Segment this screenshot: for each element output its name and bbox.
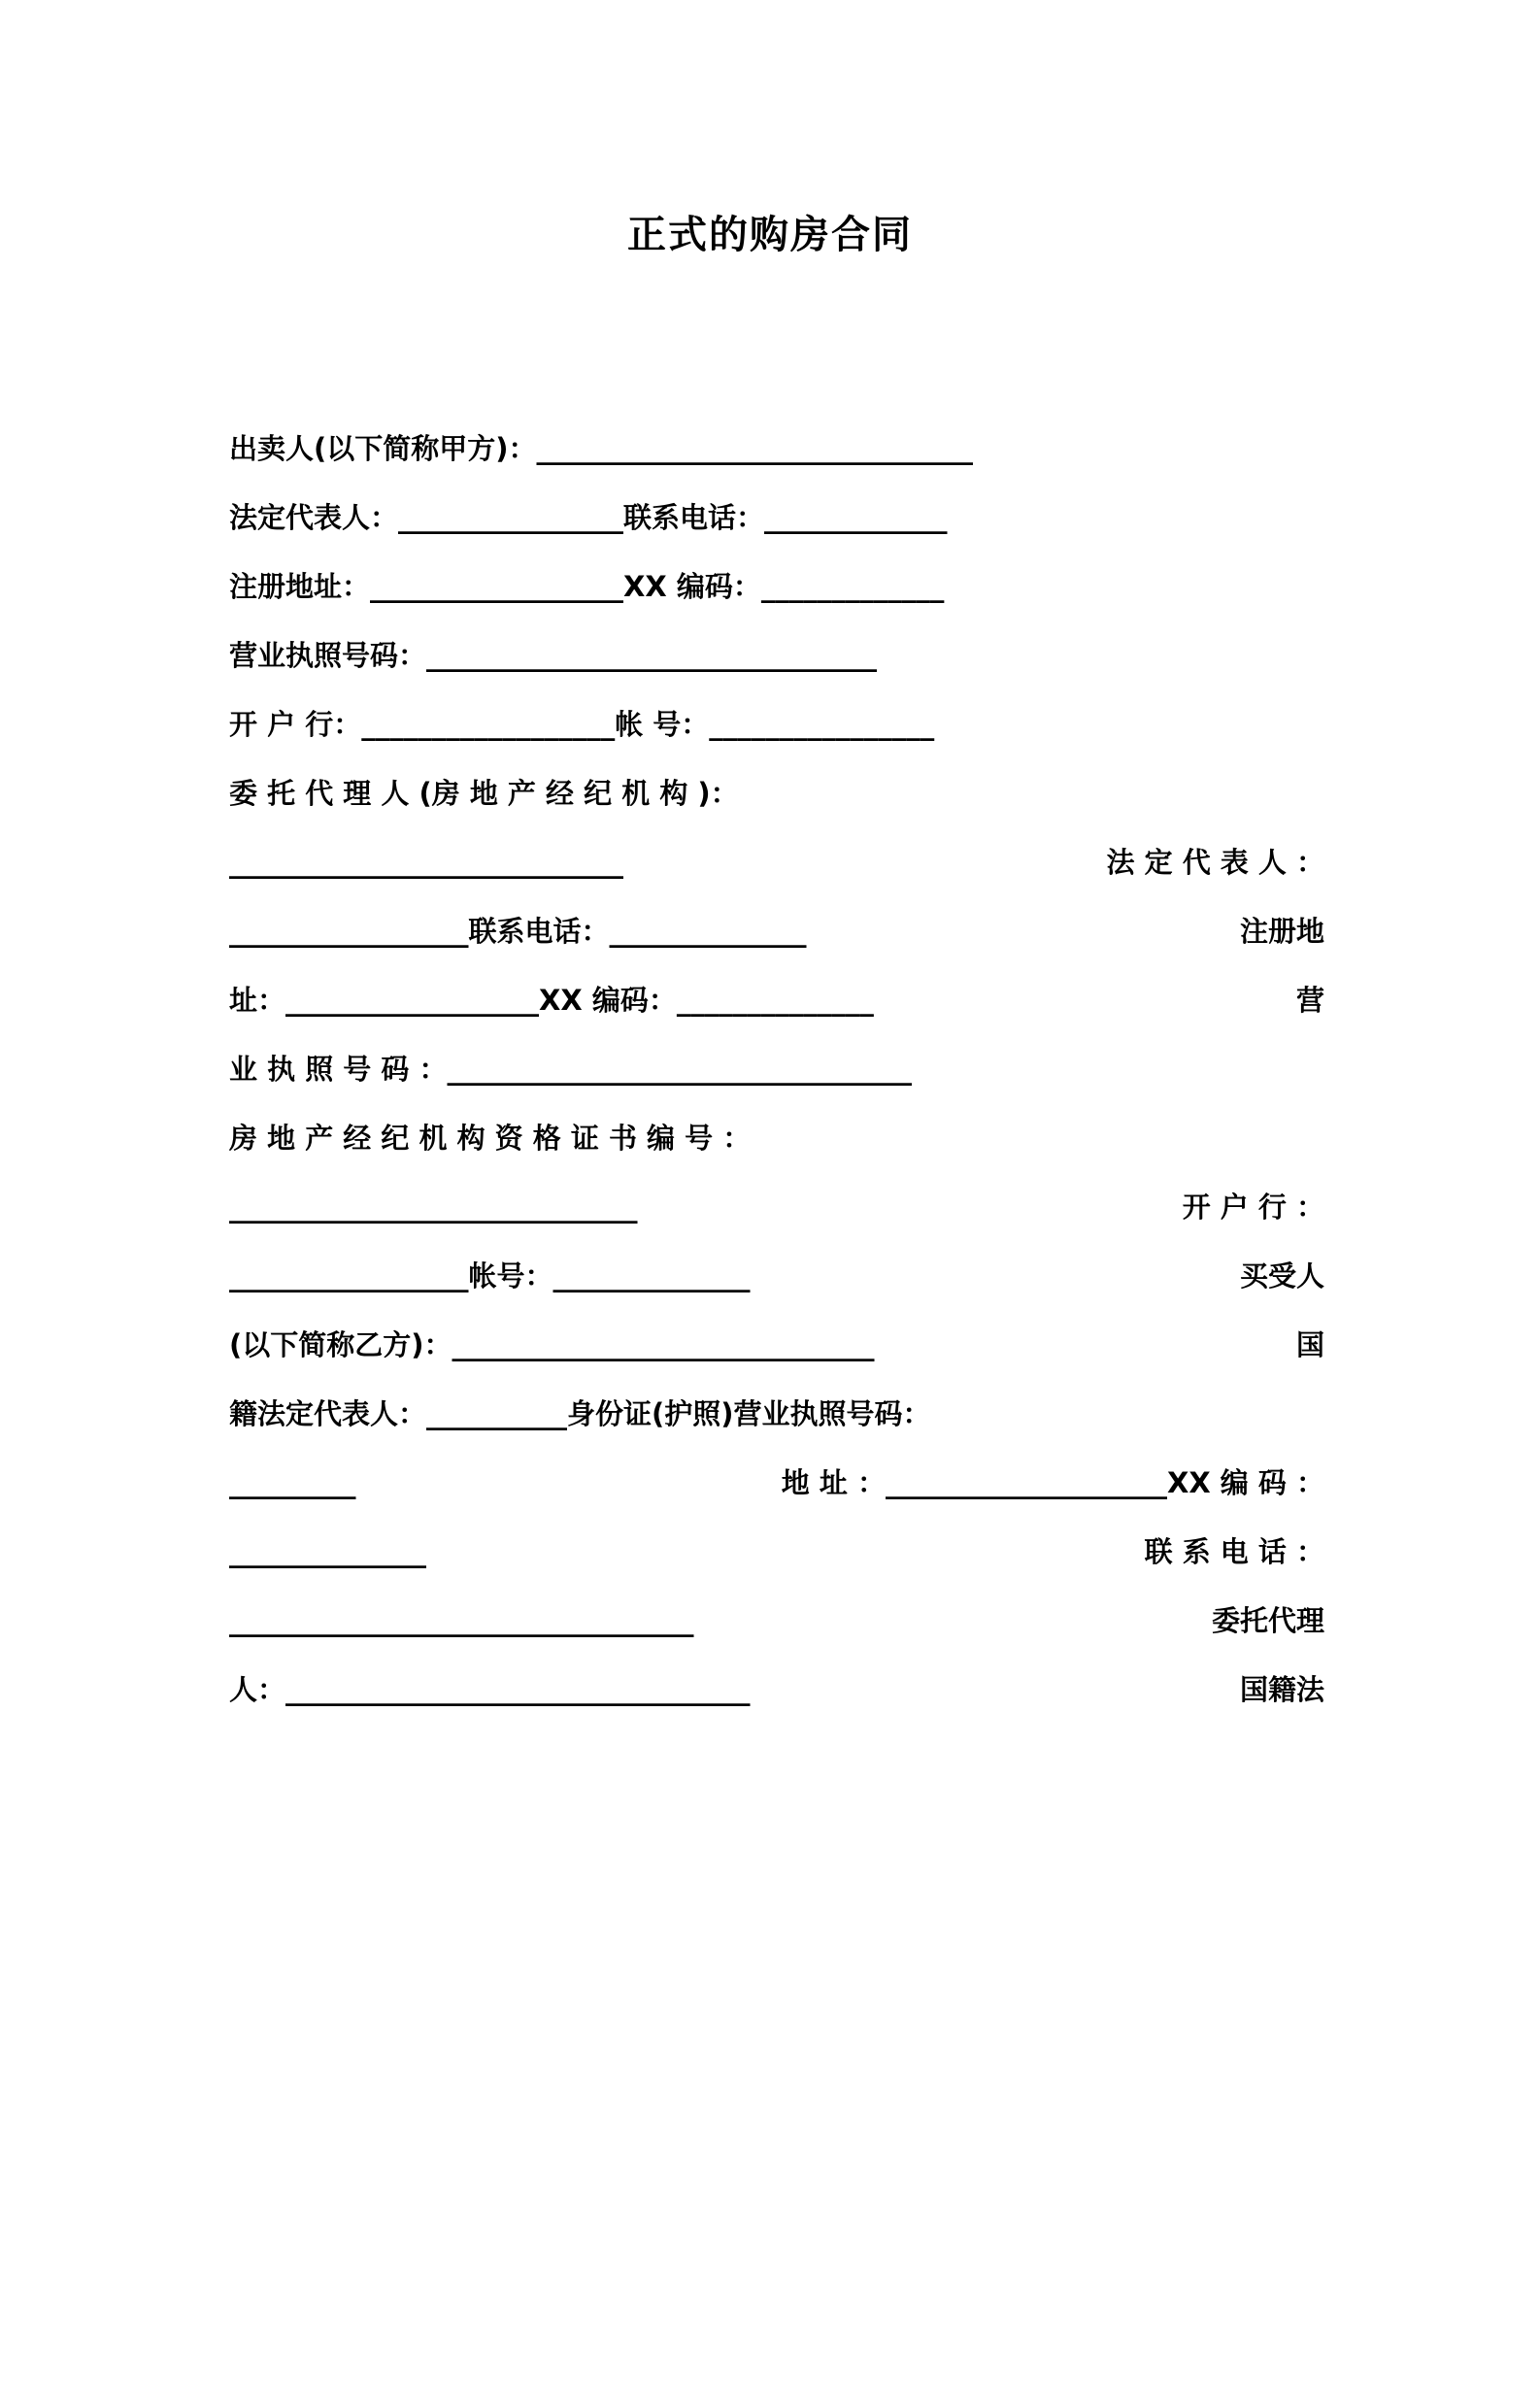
line-buyer-left: (以下简称乙方)：______________________________: [229, 1328, 875, 1361]
line-buyer-phone-left: ______________: [229, 1535, 426, 1568]
line-buyer-agent-2: [229, 1656, 1324, 1725]
line-agency-cert-2: [229, 1173, 1324, 1242]
line-buyer-agent-1: [229, 1587, 1324, 1656]
line-agency-cert-2-right: 开 户 行 ：: [1182, 1191, 1324, 1224]
line-agent-address-zip-left: 址：__________________XX 编码：______________: [229, 984, 874, 1017]
line-buyer-address-zip-middle: 地 址 ：____________________XX 编 码 ：: [781, 1466, 1324, 1499]
page-title: 正式的购房合同: [627, 213, 913, 257]
line-business-license: 营业执照号码：________________________________: [229, 639, 878, 672]
line-agent-license: 业 执 照 号 码 ：_________________________________: [229, 1053, 912, 1086]
line-buyer-agent-1-right: 委托代理: [1211, 1604, 1324, 1637]
line-buyer: [229, 1311, 1324, 1380]
document-page: [0, 204, 1540, 2383]
line-buyer-agent-2-left: 人：_________________________________: [229, 1673, 751, 1706]
line-buyer-address-zip: [229, 1449, 1324, 1518]
line-agent-agency-2: [229, 828, 1324, 897]
line-buyer-phone-right: 联 系 电 话 ：: [1144, 1535, 1324, 1568]
line-buyer-agent-2-right: 国籍法: [1239, 1673, 1324, 1706]
line-buyer-legal-rep: 籍法定代表人：__________身份证(护照)营业执照号码：: [229, 1397, 931, 1430]
line-buyer-phone: [229, 1518, 1324, 1587]
line-legal-rep-phone: 法定代表人：________________联系电话：_____________: [229, 501, 948, 534]
line-agent-agency-1: 委 托 代 理 人 (房 地 产 经 纪 机 构 )：: [229, 777, 739, 810]
line-buyer-right: 国: [1295, 1328, 1324, 1361]
line-reg-address-zip: 注册地址：__________________XX 编码：_____________: [229, 570, 945, 603]
line-buyer-agent-1-left: _________________________________: [229, 1604, 694, 1637]
line-bank-account: 开 户 行：__________________帐 号：________________: [229, 708, 935, 741]
line-agent-phone: [229, 897, 1324, 966]
document-body: [0, 415, 1540, 1725]
line-agent-agency-2-right: 法 定 代 表 人 ：: [1106, 846, 1324, 879]
line-buyer-address-zip-left: _________: [229, 1466, 356, 1499]
line-agent-address-zip: [229, 966, 1324, 1035]
line-seller: 出卖人(以下简称甲方)：_______________________________: [229, 432, 974, 465]
line-agent-phone-left: _________________联系电话：______________: [229, 915, 807, 948]
line-agency-account-right: 买受人: [1239, 1259, 1324, 1292]
line-agency-cert-1: 房 地 产 经 纪 机 构 资 格 证 书 编 号 ：: [229, 1122, 752, 1155]
line-agency-account: [229, 1242, 1324, 1311]
line-agent-address-zip-right: 营: [1295, 984, 1324, 1017]
line-agent-phone-right: 注册地: [1239, 915, 1324, 948]
line-agency-account-left: _________________帐号：______________: [229, 1259, 751, 1292]
line-agency-cert-2-left: _____________________________: [229, 1191, 638, 1224]
line-agent-agency-2-left: ____________________________: [229, 846, 623, 879]
